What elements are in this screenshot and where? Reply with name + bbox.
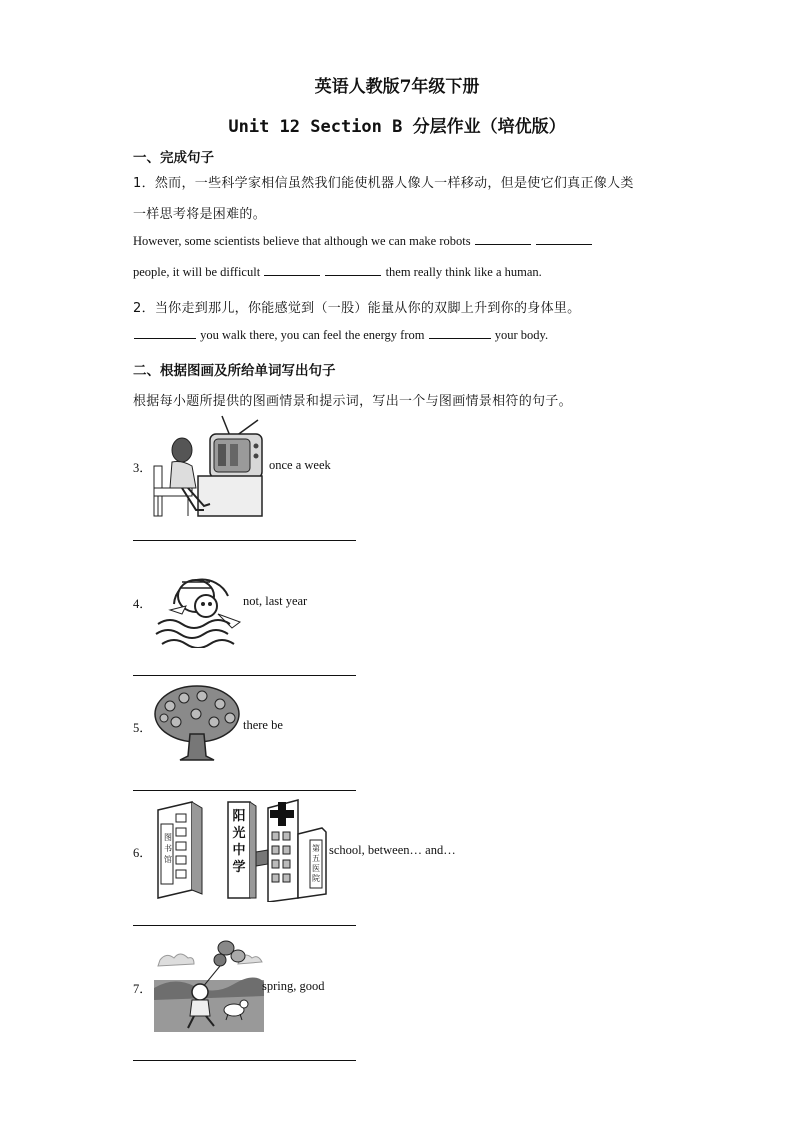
item3-number: 3． [133,461,152,475]
boy-flying-kite-image [154,940,264,1032]
item7-hint: spring, good [262,979,325,993]
q1-blank-4[interactable] [325,274,381,276]
apple-tree-image [152,684,242,762]
q1-blank-3[interactable] [264,274,320,276]
q1-english-text1: However, some scientists believe that although we can make robots [133,234,471,248]
item5-number: 5． [133,721,152,735]
hospital-label: 第五医院 [312,844,320,883]
q1-english-line1 [133,234,593,249]
library-label: 图书馆 [164,833,172,864]
q1-english-text3: them really think like a human. [385,265,542,279]
section2-instruction: 根据每小题所提供的图画情景和提示词，写出一个与图画情景相符的句子。 [133,394,572,409]
item3-answer-line[interactable] [133,540,356,541]
q2-blank-2[interactable] [429,337,491,339]
item5-answer-line[interactable] [133,790,356,791]
q1-chinese-line1: 1．然而，一些科学家相信虽然我们能使机器人像人一样移动，但是使它们真正像人类 [133,176,634,191]
q1-english-line2 [133,265,542,280]
school-label: 阳光中学 [232,809,246,875]
q2-english [133,328,548,343]
item3-hint: once a week [269,458,331,472]
q1-blank-1[interactable] [475,243,531,245]
page-subtitle: Unit 12 Section B 分层作业（培优版） [228,117,566,137]
section2-heading: 二、根据图画及所给单词写出句子 [133,363,336,379]
q2-english-text1: you walk there, you can feel the energy from [200,328,425,342]
item7-number: 7． [133,982,152,996]
q1-chinese-line2: 一样思考将是困难的。 [133,207,267,222]
item4-answer-line[interactable] [133,675,356,676]
buildings-image [152,798,328,902]
item5-hint: there be [243,718,283,732]
section1-heading: 一、完成句子 [133,150,214,166]
item7-answer-line[interactable] [133,1060,356,1061]
girl-watching-tv-image [152,414,264,518]
swimmer-image [152,566,242,648]
q2-chinese: 2．当你走到那儿，你能感觉到（一股）能量从你的双脚上升到你的身体里。 [133,301,581,316]
q1-english-text2: people, it will be difficult [133,265,261,279]
q2-blank-1[interactable] [134,337,196,339]
item6-number: 6． [133,846,152,860]
q1-blank-2[interactable] [536,243,592,245]
page-title: 英语人教版7年级下册 [314,77,480,97]
q2-english-text2: your body. [494,328,549,342]
item6-answer-line[interactable] [133,925,356,926]
item4-number: 4． [133,597,152,611]
item4-hint: not, last year [243,594,308,608]
item6-hint: school, between… and… [329,843,456,857]
